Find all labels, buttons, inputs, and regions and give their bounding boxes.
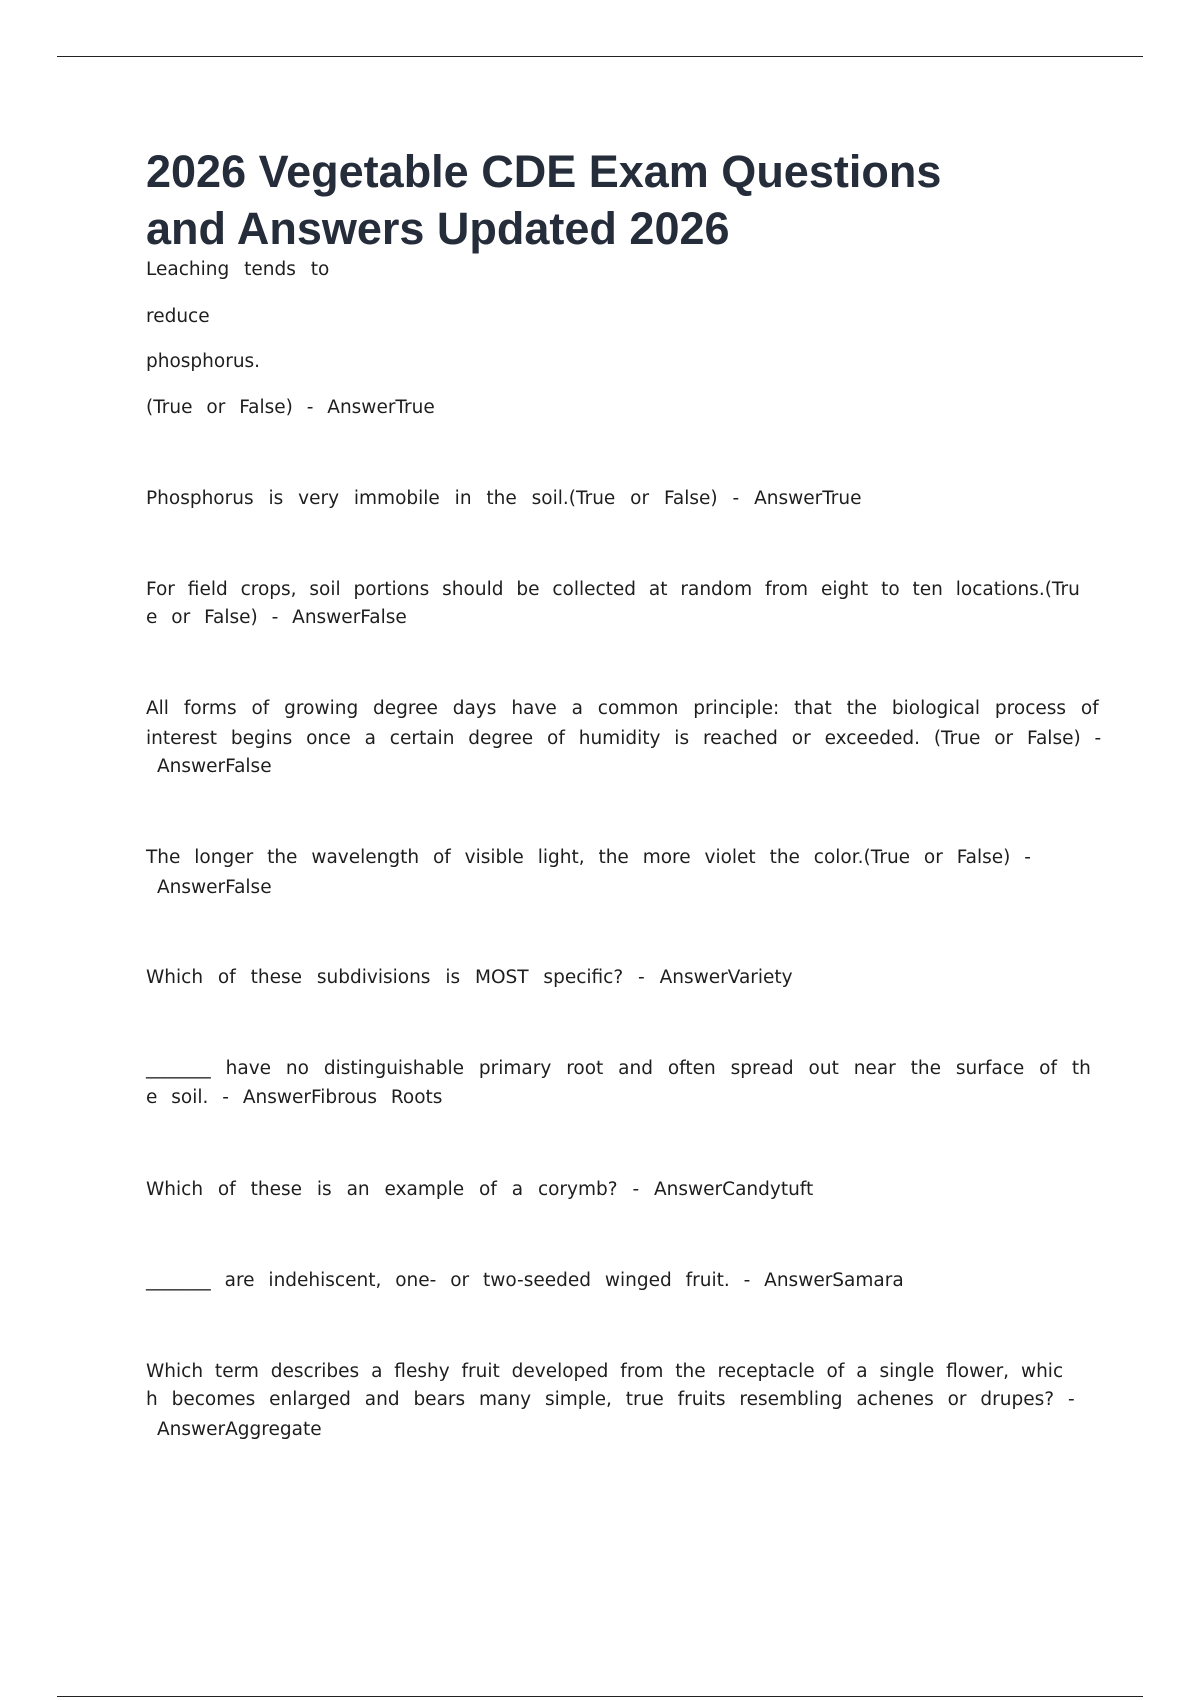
question-3-line-1: For field crops, soil portions should be collected at random from eight to ten locations.(Tru xyxy=(146,579,1080,600)
question-7-line-2: e soil. - AnswerFibrous Roots xyxy=(146,1087,443,1108)
question-4-line-1: All forms of growing degree days have a common principle: that the biological process of xyxy=(146,698,1099,719)
question-1-line-4: (True or False) - AnswerTrue xyxy=(146,397,435,418)
question-5-line-1: The longer the wavelength of visible light, the more violet the color.(True or False) - xyxy=(146,847,1031,868)
question-10-line-2: h becomes enlarged and bears many simple, true fruits resembling achenes or drupes? - xyxy=(146,1389,1075,1410)
question-1-line-1: Leaching tends to xyxy=(146,259,330,280)
question-1-line-2: reduce xyxy=(146,306,210,327)
title-line-2: and Answers Updated 2026 xyxy=(146,203,730,254)
question-2: Phosphorus is very immobile in the soil.(True or False) - AnswerTrue xyxy=(146,488,862,509)
question-10-line-3: AnswerAggregate xyxy=(157,1419,322,1440)
question-10-line-1: Which term describes a fleshy fruit developed from the receptacle of a single flower, whic xyxy=(146,1361,1064,1382)
question-9: _______ are indehiscent, one- or two-seeded winged fruit. - AnswerSamara xyxy=(146,1270,904,1291)
title-line-1: 2026 Vegetable CDE Exam Questions xyxy=(146,146,942,197)
question-7-line-1: _______ have no distinguishable primary root and often spread out near the surface of th xyxy=(146,1058,1091,1079)
question-4-line-2: interest begins once a certain degree of humidity is reached or exceeded. (True or False) - xyxy=(146,728,1102,749)
question-4-line-3: AnswerFalse xyxy=(157,756,272,777)
top-rule xyxy=(57,56,1143,57)
bottom-rule xyxy=(57,1696,1143,1697)
question-6: Which of these subdivisions is MOST specific? - AnswerVariety xyxy=(146,967,793,988)
question-3-line-2: e or False) - AnswerFalse xyxy=(146,607,407,628)
document-title xyxy=(146,143,1058,257)
question-8: Which of these is an example of a corymb? - AnswerCandytuft xyxy=(146,1179,814,1200)
document-header xyxy=(146,143,1058,257)
question-1-line-3: phosphorus. xyxy=(146,351,261,372)
question-5-line-2: AnswerFalse xyxy=(157,877,272,898)
